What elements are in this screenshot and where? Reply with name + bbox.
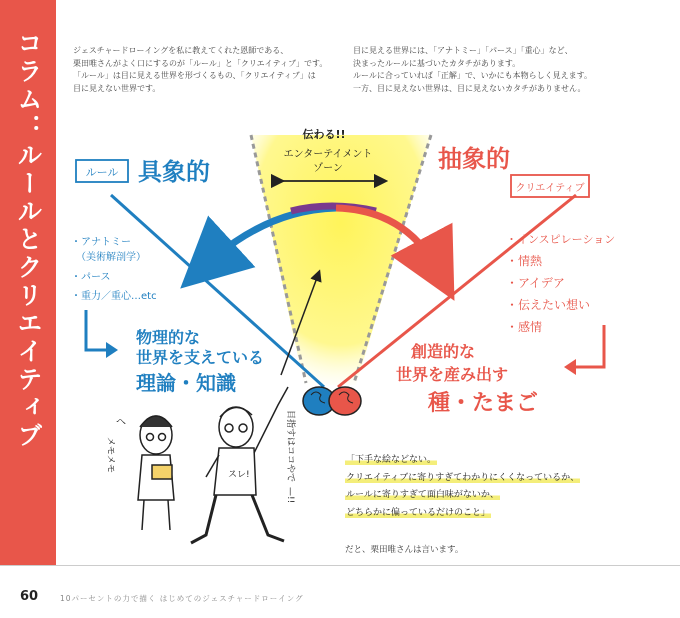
sidebar-band <box>0 0 56 565</box>
note-taker-mark: へ <box>116 417 126 428</box>
zone-top-label: 伝わる!! <box>302 128 346 141</box>
creative-item: ・伝えたい想い <box>506 298 591 312</box>
rule-item: ・パース <box>71 272 111 283</box>
quote-text: ルールに寄りすぎて面白味がないか、 <box>346 490 499 500</box>
zone-label: エンターテイメント <box>283 149 373 160</box>
note-taker-label: メモメモ <box>105 437 115 474</box>
intro-left-line: 「ルール」は目に見える世界を形づくるもの、「クリエイティブ」は <box>73 71 316 80</box>
rule-result: 世界を支えている <box>136 348 265 367</box>
rule-result: 理論・知識 <box>136 371 236 395</box>
speech-goal: 目指すはココやで <box>285 410 295 483</box>
quote-line <box>345 470 645 488</box>
quote-text: 「下手な絵などない。 <box>346 455 437 465</box>
intro-right-line: 一方、目に見えない世界は、目に見えないカタチがありません。 <box>353 83 586 93</box>
intro-left-line: ジェスチャードローイングを私に教えてくれた恩師である、 <box>73 46 289 55</box>
creative-result: 種・たまご <box>428 391 539 416</box>
pointing-figure <box>191 387 288 543</box>
quote-text: クリエイティブに寄りすぎてわかりにくくなっているか、 <box>346 472 580 483</box>
running-book-title: 10パーセントの力で描く はじめてのジェスチャードローイング <box>60 594 304 603</box>
quote-text: どちらかに偏っているだけのこと」 <box>346 507 491 518</box>
creative-item: ・情熱 <box>506 254 543 268</box>
column-title: コラム：ルールとクリエイティブ <box>14 30 43 450</box>
intro-left-line: 目に見えない世界です。 <box>73 83 161 93</box>
footer-divider <box>0 565 680 566</box>
quote-line <box>345 452 645 470</box>
creative-item: ・感情 <box>506 320 543 334</box>
rule-list <box>71 237 157 302</box>
rule-tag: ルール <box>85 166 119 179</box>
rule-item: （美術解剖学） <box>76 252 146 263</box>
rule-item: ・重力／重心…etc <box>71 291 157 302</box>
note-taker-figure <box>138 416 174 530</box>
zone-label: ゾーン <box>313 163 343 174</box>
intro-right-line: ルールに合っていれば「正解」で、いかにも本物らしく見えます。 <box>353 71 593 80</box>
intro-left-line: 栗田唯さんがよく口にするのが「ルール」と「クリエイティブ」です。 <box>73 58 328 68</box>
intro-right-line: 目に見える世界には、「アナトミー」「パース」「重心」など、 <box>353 46 573 55</box>
rule-bracket <box>86 310 106 350</box>
brain-icon <box>303 387 361 415</box>
rule-result: 物理的な <box>136 328 201 347</box>
rule-item: ・アナトミー <box>71 237 131 248</box>
intro-right-text <box>353 45 653 95</box>
shirt-label: スレ! <box>228 470 250 480</box>
creative-item: ・アイデア <box>506 276 565 290</box>
creative-item: ・インスピレーション <box>506 233 616 246</box>
creative-result: 創造的な <box>411 342 476 361</box>
abstract-heading: 抽象的 <box>438 145 510 173</box>
quote-line <box>345 487 645 505</box>
intro-right-line: 決まったルールに基づいたカタチがあります。 <box>353 58 521 68</box>
creative-bracket <box>576 325 604 367</box>
concrete-heading: 具象的 <box>138 158 210 186</box>
creative-result: 世界を産み出す <box>396 365 509 384</box>
page-number: 60 <box>20 589 39 604</box>
creative-list <box>506 233 615 334</box>
attribution: だと、栗田唯さんは言います。 <box>345 545 464 555</box>
quote-line <box>345 505 645 523</box>
quote-block <box>345 452 645 522</box>
speech-exclaim: —!! <box>285 487 295 504</box>
intro-left-text <box>73 45 333 95</box>
creative-tag: クリエイティブ <box>515 183 585 194</box>
